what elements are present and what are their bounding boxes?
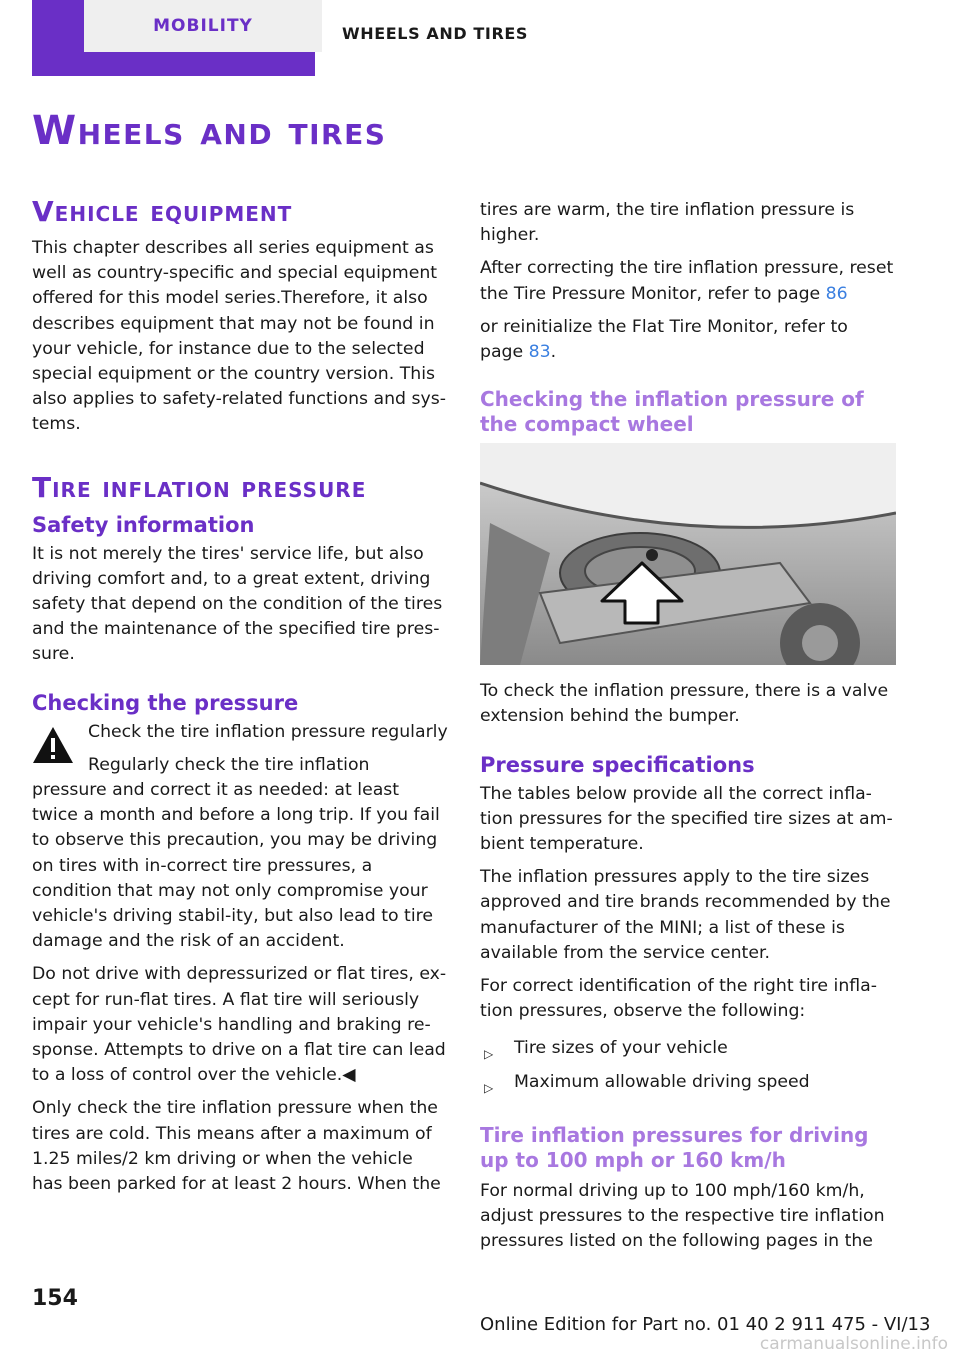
warning-block (32, 720, 448, 955)
speed-pressure-heading: Tire inflation pressures for driving up to 100 mph or 160 km/h (480, 1122, 869, 1172)
warning-triangle-icon (32, 726, 74, 764)
reset-monitor-text: After correcting the tire inflation pressure, reset the Tire Pressure Monitor, refer to page 86 (480, 258, 894, 304)
page-number: 154 (32, 1286, 78, 1311)
checking-pressure-heading: Checking the pressure (32, 690, 299, 715)
warm-tires-text: tires are warm, the tire inflation pressure is higher. (480, 200, 855, 246)
watermark: carmanualsonline.info (759, 1334, 948, 1354)
compact-wheel-heading: Checking the inflation pressure of the compact wheel (480, 387, 864, 437)
specifications-text-1: The tables below provide all the correct infla‐tion pressures for the specified tire sizes at am‐bient temperature. (480, 783, 893, 855)
pressure-specifications-heading: Pressure specifications (480, 752, 755, 777)
triangle-right-icon: ▷ (484, 1047, 494, 1062)
reinitialize-text: or reinitialize the Flat Tire Monitor, refer to page 83. (480, 316, 848, 363)
header-tab-label: MOBILITY (84, 0, 322, 52)
specifications-text-2: The inflation pressures apply to the tire sizes approved and tire brands recommended by the manufacturer of the MINI; a list of these is available from the service center. (480, 867, 891, 963)
list-item: ▷ Tire sizes of your vehicle (480, 1032, 896, 1065)
page-title: Wheels and tires (32, 108, 387, 154)
edition-footer: Online Edition for Part no. 01 40 2 911 475 - VI/13 (480, 1314, 931, 1335)
left-column (32, 196, 448, 1205)
header-chapter-label: WHEELS AND TIRES (342, 24, 529, 43)
list-item: ▷ Maximum allowable driving speed (480, 1066, 896, 1099)
warning-title: Check the tire inflation pressure regularly (88, 721, 448, 742)
safety-information-heading: Safety information (32, 512, 255, 537)
specifications-list (480, 1032, 896, 1098)
normal-driving-text: For normal driving up to 100 mph/160 km/h, adjust pressures to the respective tire inflation pressures listed on the following pages in the (480, 1180, 885, 1252)
page-link-86[interactable]: 86 (825, 283, 848, 304)
header-tab (32, 0, 315, 76)
warning-text-continued: Do not drive with depressurized or flat tires, ex‐cept for run-flat tires. A flat tire will seriously impair your vehicle's handling and braking re‐sponse. Attempts to drive on a flat tire can lead to a loss of control over the vehicle.◀ (32, 964, 447, 1086)
safety-information-text: It is not merely the tires' service life, but also driving comfort and, to a great extent, driving safety that depend on the condition of the tires and the maintenance of the specified tire pres‐sure. (32, 543, 443, 665)
specifications-text-3: For correct identification of the right tire infla‐tion pressures, observe the following: (480, 976, 877, 1022)
vehicle-equipment-text: This chapter describes all series equipment as well as country-specific and special equipment offered for this model series.Therefore, it also describes equipment that may not be found in your vehicle, for instance due to the selected special equipment or the country version. This also applies to safety-related functions and sys‐tems. (32, 238, 446, 435)
section-heading-tire-inflation: Tire inflation pressure (32, 470, 367, 504)
section-heading-vehicle-equipment: Vehicle equipment (32, 195, 293, 228)
page-link-83[interactable]: 83 (528, 342, 551, 363)
cold-tires-text: Only check the tire inflation pressure when the tires are cold. This means after a maximum of 1.25 miles/2 km driving or when the vehicle has been parked for at least 2 hours. When the (32, 1098, 441, 1195)
right-column (480, 198, 896, 1262)
triangle-right-icon: ▷ (484, 1080, 494, 1095)
valve-extension-text: To check the inflation pressure, there is a valve extension behind the bumper. (480, 681, 889, 727)
compact-wheel-figure (480, 443, 896, 665)
warning-text: Regularly check the tire inflation pressure and correct it as needed: at least twice a month and before a long trip. If you fail to observe this precaution, you may be driving on tires with in‐correct tire pressures, a condition that may not only compromise your vehicle's driving stabil‐ity, but also lead to tire damage and the risk of an accident. (32, 754, 440, 952)
